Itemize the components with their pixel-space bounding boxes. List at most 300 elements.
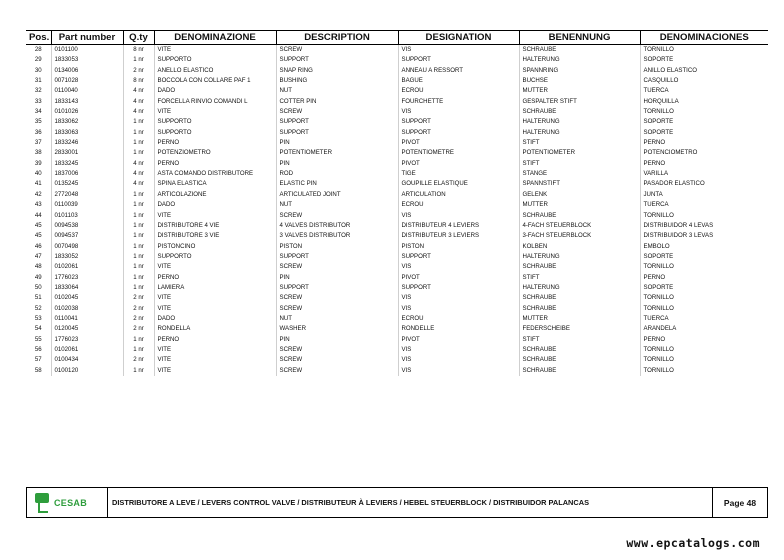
cell-part-number: 0071028 bbox=[51, 76, 123, 86]
cell-description: 3 VALVES DISTRIBUTOR bbox=[276, 231, 398, 241]
cell-denominazione: DISTRIBUTORE 4 VIE bbox=[154, 221, 276, 231]
cell-denominazione: DADO bbox=[154, 314, 276, 324]
table-row bbox=[26, 148, 768, 158]
cell-denominazione: VITE bbox=[154, 107, 276, 117]
table-row bbox=[26, 262, 768, 272]
cell-pos: 40 bbox=[34, 170, 42, 178]
cell-qty: 1 nr bbox=[123, 252, 154, 262]
parts-table bbox=[26, 30, 768, 376]
cell-denominazione: VITE bbox=[154, 45, 276, 56]
parts-table-body bbox=[26, 45, 768, 377]
cell-benennung: SCHRAUBE bbox=[519, 45, 640, 56]
cell-pos: 51 bbox=[34, 294, 42, 302]
cell-part-number: 1833062 bbox=[51, 117, 123, 127]
cell-description: PIN bbox=[276, 159, 398, 169]
cell-part-number: 0102061 bbox=[51, 262, 123, 272]
cell-qty: 1 nr bbox=[123, 221, 154, 231]
cell-designation: PISTON bbox=[398, 242, 519, 252]
cell-benennung: HALTERUNG bbox=[519, 55, 640, 65]
cell-description: SUPPORT bbox=[276, 55, 398, 65]
cell-denominazione: SUPPORTO bbox=[154, 117, 276, 127]
cell-pos: 38 bbox=[34, 149, 42, 157]
cell-benennung: HALTERUNG bbox=[519, 128, 640, 138]
cell-benennung: 4-FACH STEUERBLOCK bbox=[519, 221, 640, 231]
cell-benennung: KOLBEN bbox=[519, 242, 640, 252]
cell-denominaciones: TORNILLO bbox=[640, 45, 768, 56]
cell-designation: PIVOT bbox=[398, 159, 519, 169]
cell-pos: 55 bbox=[34, 335, 42, 343]
cell-pos: 45 bbox=[34, 232, 42, 240]
cell-qty: 2 nr bbox=[123, 324, 154, 334]
cell-qty: 8 nr bbox=[123, 76, 154, 86]
cell-qty: 1 nr bbox=[123, 273, 154, 283]
cell-designation: FOURCHETTE bbox=[398, 97, 519, 107]
cell-denominaciones: SOPORTE bbox=[640, 55, 768, 65]
cell-pos: 37 bbox=[34, 139, 42, 147]
cell-qty: 1 nr bbox=[123, 345, 154, 355]
cell-part-number: 0100120 bbox=[51, 366, 123, 376]
cell-denominaciones: PERNO bbox=[640, 335, 768, 345]
cell-qty: 4 nr bbox=[123, 159, 154, 169]
cell-benennung: STIFT bbox=[519, 159, 640, 169]
cell-qty: 1 nr bbox=[123, 242, 154, 252]
cell-pos: 34 bbox=[34, 108, 42, 116]
cell-benennung: STIFT bbox=[519, 273, 640, 283]
cell-pos: 57 bbox=[34, 356, 42, 364]
header-pos: Pos. bbox=[26, 31, 51, 45]
table-row bbox=[26, 190, 768, 200]
cell-benennung: GESPALTER STIFT bbox=[519, 97, 640, 107]
cell-part-number: 1833053 bbox=[51, 55, 123, 65]
cell-description: NUT bbox=[276, 314, 398, 324]
cell-benennung: GELENK bbox=[519, 190, 640, 200]
cell-designation: SUPPORT bbox=[398, 252, 519, 262]
cell-denominazione: DADO bbox=[154, 200, 276, 210]
cell-qty: 4 nr bbox=[123, 97, 154, 107]
cell-part-number: 0101103 bbox=[51, 211, 123, 221]
cell-denominaciones: PERNO bbox=[640, 273, 768, 283]
cell-description: SUPPORT bbox=[276, 128, 398, 138]
cell-designation: VIS bbox=[398, 45, 519, 56]
cell-designation: VIS bbox=[398, 345, 519, 355]
cell-designation: PIVOT bbox=[398, 335, 519, 345]
cell-part-number: 0100434 bbox=[51, 355, 123, 365]
table-row bbox=[26, 314, 768, 324]
table-row bbox=[26, 211, 768, 221]
table-row bbox=[26, 293, 768, 303]
cell-qty: 2 nr bbox=[123, 314, 154, 324]
cell-pos: 45 bbox=[34, 221, 42, 229]
cell-pos: 35 bbox=[34, 118, 42, 126]
cell-description: SCREW bbox=[276, 211, 398, 221]
cell-designation: SUPPORT bbox=[398, 283, 519, 293]
cell-part-number: 1837006 bbox=[51, 169, 123, 179]
cell-description: SCREW bbox=[276, 107, 398, 117]
cell-qty: 4 nr bbox=[123, 86, 154, 96]
cell-denominazione: PERNO bbox=[154, 273, 276, 283]
cell-pos: 43 bbox=[34, 201, 42, 209]
cell-pos: 48 bbox=[34, 263, 42, 271]
cell-qty: 1 nr bbox=[123, 335, 154, 345]
cell-description: ARTICULATED JOINT bbox=[276, 190, 398, 200]
cell-benennung: STIFT bbox=[519, 138, 640, 148]
cell-denominaciones: DISTRIBUIDOR 4 LEVAS bbox=[640, 221, 768, 231]
cell-qty: 1 nr bbox=[123, 366, 154, 376]
cell-benennung: SPANNRING bbox=[519, 66, 640, 76]
cell-denominaciones: TORNILLO bbox=[640, 107, 768, 117]
table-row bbox=[26, 345, 768, 355]
cell-qty: 1 nr bbox=[123, 200, 154, 210]
cesab-logo-mark bbox=[38, 503, 48, 513]
cell-designation: SUPPORT bbox=[398, 55, 519, 65]
table-row bbox=[26, 366, 768, 376]
cell-pos: 56 bbox=[34, 345, 42, 353]
cell-description: SUPPORT bbox=[276, 252, 398, 262]
cell-denominaciones: TUERCA bbox=[640, 314, 768, 324]
cell-designation: VIS bbox=[398, 262, 519, 272]
cell-denominazione: ARTICOLAZIONE bbox=[154, 190, 276, 200]
cell-part-number: 0102038 bbox=[51, 304, 123, 314]
table-row bbox=[26, 304, 768, 314]
table-row bbox=[26, 221, 768, 231]
cell-qty: 1 nr bbox=[123, 128, 154, 138]
cell-part-number: 2772048 bbox=[51, 190, 123, 200]
cell-part-number: 0134006 bbox=[51, 66, 123, 76]
cell-part-number: 1833064 bbox=[51, 283, 123, 293]
cell-description: PIN bbox=[276, 138, 398, 148]
cell-denominazione: DADO bbox=[154, 86, 276, 96]
table-row bbox=[26, 55, 768, 65]
cell-description: SCREW bbox=[276, 293, 398, 303]
cell-pos: 52 bbox=[34, 304, 42, 312]
cell-pos: 53 bbox=[34, 314, 42, 322]
cell-qty: 2 nr bbox=[123, 66, 154, 76]
cell-part-number: 2833001 bbox=[51, 148, 123, 158]
cell-description: SUPPORT bbox=[276, 283, 398, 293]
table-row bbox=[26, 179, 768, 189]
header-denominazione: DENOMINAZIONE bbox=[154, 31, 276, 45]
cell-part-number: 0101100 bbox=[51, 45, 123, 56]
cell-qty: 2 nr bbox=[123, 304, 154, 314]
cell-benennung: 3-FACH STEUERBLOCK bbox=[519, 231, 640, 241]
table-row bbox=[26, 335, 768, 345]
cell-part-number: 0110039 bbox=[51, 200, 123, 210]
cell-denominazione: POTENZIOMETRO bbox=[154, 148, 276, 158]
cell-denominaciones: DISTRIBUIDOR 3 LEVAS bbox=[640, 231, 768, 241]
cell-benennung: HALTERUNG bbox=[519, 283, 640, 293]
table-row bbox=[26, 45, 768, 56]
cell-denominaciones: SOPORTE bbox=[640, 252, 768, 262]
cell-benennung: STANGE bbox=[519, 169, 640, 179]
cell-pos: 46 bbox=[34, 242, 42, 250]
cell-denominazione: VITE bbox=[154, 355, 276, 365]
header-description: DESCRIPTION bbox=[276, 31, 398, 45]
cell-denominaciones: VARILLA bbox=[640, 169, 768, 179]
table-row bbox=[26, 169, 768, 179]
cell-denominazione: VITE bbox=[154, 366, 276, 376]
table-row bbox=[26, 128, 768, 138]
cell-part-number: 1833245 bbox=[51, 159, 123, 169]
table-row bbox=[26, 97, 768, 107]
cell-designation: ANNEAU A RESSORT bbox=[398, 66, 519, 76]
cell-qty: 1 nr bbox=[123, 117, 154, 127]
cell-benennung: HALTERUNG bbox=[519, 252, 640, 262]
cell-designation: RONDELLE bbox=[398, 324, 519, 334]
cell-description: SCREW bbox=[276, 45, 398, 56]
cell-part-number: 0102045 bbox=[51, 293, 123, 303]
cell-denominaciones: ARANDELA bbox=[640, 324, 768, 334]
cell-denominazione: ASTA COMANDO DISTRIBUTORE bbox=[154, 169, 276, 179]
cell-description: SCREW bbox=[276, 366, 398, 376]
cell-denominazione: RONDELLA bbox=[154, 324, 276, 334]
table-row bbox=[26, 242, 768, 252]
cell-description: SNAP RING bbox=[276, 66, 398, 76]
cell-denominazione: VITE bbox=[154, 211, 276, 221]
cell-denominazione: LAMIERA bbox=[154, 283, 276, 293]
cell-designation: VIS bbox=[398, 366, 519, 376]
cell-description: PIN bbox=[276, 335, 398, 345]
cell-pos: 28 bbox=[34, 46, 42, 53]
cell-designation: DISTRIBUTEUR 3 LEVIERS bbox=[398, 231, 519, 241]
cell-designation: PIVOT bbox=[398, 273, 519, 283]
cell-part-number: 0110040 bbox=[51, 86, 123, 96]
cell-part-number: 0135245 bbox=[51, 179, 123, 189]
cell-pos: 41 bbox=[34, 180, 42, 188]
cell-qty: 1 nr bbox=[123, 55, 154, 65]
cell-denominazione: DISTRIBUTORE 3 VIE bbox=[154, 231, 276, 241]
cell-designation: BAGUE bbox=[398, 76, 519, 86]
cell-qty: 2 nr bbox=[123, 293, 154, 303]
cell-designation: GOUPILLE ELASTIQUE bbox=[398, 179, 519, 189]
cell-description: PISTON bbox=[276, 242, 398, 252]
cell-designation: SUPPORT bbox=[398, 117, 519, 127]
cell-description: BUSHING bbox=[276, 76, 398, 86]
table-row bbox=[26, 252, 768, 262]
cell-denominazione: PERNO bbox=[154, 159, 276, 169]
cell-pos: 58 bbox=[34, 366, 42, 374]
cell-pos: 47 bbox=[34, 252, 42, 260]
cell-benennung: SCHRAUBE bbox=[519, 355, 640, 365]
cell-benennung: POTENTIOMETER bbox=[519, 148, 640, 158]
header-designation: DESIGNATION bbox=[398, 31, 519, 45]
cell-qty: 1 nr bbox=[123, 190, 154, 200]
cell-designation: ECROU bbox=[398, 314, 519, 324]
cell-pos: 44 bbox=[34, 211, 42, 219]
cell-denominazione: PERNO bbox=[154, 335, 276, 345]
cell-designation: DISTRIBUTEUR 4 LEVIERS bbox=[398, 221, 519, 231]
cell-pos: 39 bbox=[34, 159, 42, 167]
table-row bbox=[26, 231, 768, 241]
cell-designation: ECROU bbox=[398, 200, 519, 210]
header-benennung: BENENNUNG bbox=[519, 31, 640, 45]
cell-part-number: 0070498 bbox=[51, 242, 123, 252]
cell-qty: 4 nr bbox=[123, 169, 154, 179]
cell-part-number: 1833143 bbox=[51, 97, 123, 107]
cell-denominaciones: TORNILLO bbox=[640, 355, 768, 365]
cell-denominazione: VITE bbox=[154, 304, 276, 314]
cell-benennung: MUTTER bbox=[519, 200, 640, 210]
cell-denominaciones: TORNILLO bbox=[640, 304, 768, 314]
table-row bbox=[26, 283, 768, 293]
cell-designation: POTENTIOMETRE bbox=[398, 148, 519, 158]
cell-denominazione: VITE bbox=[154, 345, 276, 355]
cell-designation: VIS bbox=[398, 293, 519, 303]
cell-description: ELASTIC PIN bbox=[276, 179, 398, 189]
cell-benennung: MUTTER bbox=[519, 86, 640, 96]
cell-denominazione: SUPPORTO bbox=[154, 55, 276, 65]
cell-denominazione: SUPPORTO bbox=[154, 252, 276, 262]
cell-denominazione: ANELLO ELASTICO bbox=[154, 66, 276, 76]
cell-benennung: SCHRAUBE bbox=[519, 107, 640, 117]
cell-pos: 36 bbox=[34, 128, 42, 136]
cell-denominaciones: SOPORTE bbox=[640, 283, 768, 293]
cell-denominazione: PISTONCINO bbox=[154, 242, 276, 252]
cell-denominaciones: ANILLO ELASTICO bbox=[640, 66, 768, 76]
cell-description: SCREW bbox=[276, 355, 398, 365]
cell-description: SCREW bbox=[276, 262, 398, 272]
watermark: www.epcatalogs.com bbox=[626, 536, 760, 550]
cell-benennung: SCHRAUBE bbox=[519, 211, 640, 221]
cell-qty: 4 nr bbox=[123, 107, 154, 117]
header-part-number: Part number bbox=[51, 31, 123, 45]
cell-designation: PIVOT bbox=[398, 138, 519, 148]
cell-pos: 54 bbox=[34, 325, 42, 333]
cell-pos: 49 bbox=[34, 273, 42, 281]
cell-description: NUT bbox=[276, 86, 398, 96]
cell-pos: 50 bbox=[34, 283, 42, 291]
cell-part-number: 0102061 bbox=[51, 345, 123, 355]
table-row bbox=[26, 159, 768, 169]
header-qty: Q.ty bbox=[123, 31, 154, 45]
cell-denominaciones: POTENCIOMETRO bbox=[640, 148, 768, 158]
cell-denominaciones: SOPORTE bbox=[640, 128, 768, 138]
cesab-logo-icon bbox=[35, 493, 49, 503]
cell-denominaciones: JUNTA bbox=[640, 190, 768, 200]
cell-designation: ARTICULATION bbox=[398, 190, 519, 200]
cell-denominazione: PERNO bbox=[154, 138, 276, 148]
cell-designation: VIS bbox=[398, 304, 519, 314]
table-row bbox=[26, 107, 768, 117]
cell-denominaciones: CASQUILLO bbox=[640, 76, 768, 86]
cell-part-number: 0120045 bbox=[51, 324, 123, 334]
cell-part-number: 0094538 bbox=[51, 221, 123, 231]
table-row bbox=[26, 117, 768, 127]
table-row bbox=[26, 324, 768, 334]
page-footer bbox=[26, 487, 768, 518]
table-header-row bbox=[26, 31, 768, 45]
table-row bbox=[26, 355, 768, 365]
cell-denominazione: BOCCOLA CON COLLARE PAF 1 bbox=[154, 76, 276, 86]
cell-qty: 2 nr bbox=[123, 355, 154, 365]
cell-denominaciones: TORNILLO bbox=[640, 345, 768, 355]
cell-part-number: 1833246 bbox=[51, 138, 123, 148]
cell-benennung: SCHRAUBE bbox=[519, 345, 640, 355]
cell-qty: 1 nr bbox=[123, 148, 154, 158]
cell-part-number: 1833063 bbox=[51, 128, 123, 138]
cell-denominazione: VITE bbox=[154, 262, 276, 272]
cell-qty: 8 nr bbox=[123, 45, 154, 56]
cell-pos: 33 bbox=[34, 97, 42, 105]
cell-benennung: BUCHSE bbox=[519, 76, 640, 86]
cell-benennung: FEDERSCHEIBE bbox=[519, 324, 640, 334]
cesab-logo bbox=[27, 488, 108, 517]
cell-denominaciones: PERNO bbox=[640, 159, 768, 169]
cell-part-number: 0101026 bbox=[51, 107, 123, 117]
cell-denominaciones: EMBOLO bbox=[640, 242, 768, 252]
cell-qty: 1 nr bbox=[123, 211, 154, 221]
cell-denominazione: VITE bbox=[154, 293, 276, 303]
cell-denominazione: FORCELLA RINVIO COMANDI L bbox=[154, 97, 276, 107]
cell-qty: 1 nr bbox=[123, 231, 154, 241]
cell-designation: SUPPORT bbox=[398, 128, 519, 138]
cell-denominaciones: TORNILLO bbox=[640, 262, 768, 272]
cell-description: POTENTIOMETER bbox=[276, 148, 398, 158]
cell-designation: TIGE bbox=[398, 169, 519, 179]
cell-qty: 1 nr bbox=[123, 138, 154, 148]
page-number: Page 48 bbox=[712, 488, 767, 517]
cell-description: NUT bbox=[276, 200, 398, 210]
cell-designation: VIS bbox=[398, 107, 519, 117]
cell-benennung: SCHRAUBE bbox=[519, 262, 640, 272]
cell-description: SCREW bbox=[276, 345, 398, 355]
cell-benennung: SPANNSTIFT bbox=[519, 179, 640, 189]
cell-denominazione: SUPPORTO bbox=[154, 128, 276, 138]
cell-part-number: 1776023 bbox=[51, 335, 123, 345]
cell-benennung: SCHRAUBE bbox=[519, 304, 640, 314]
cell-part-number: 0110041 bbox=[51, 314, 123, 324]
cell-benennung: STIFT bbox=[519, 335, 640, 345]
table-row bbox=[26, 76, 768, 86]
cell-pos: 32 bbox=[34, 87, 42, 95]
cell-benennung: HALTERUNG bbox=[519, 117, 640, 127]
cell-description: SCREW bbox=[276, 304, 398, 314]
cell-description: WASHER bbox=[276, 324, 398, 334]
cell-denominaciones: TORNILLO bbox=[640, 211, 768, 221]
cell-benennung: SCHRAUBE bbox=[519, 366, 640, 376]
table-row bbox=[26, 66, 768, 76]
cell-denominaciones: PASADOR ELASTICO bbox=[640, 179, 768, 189]
cell-part-number: 1776023 bbox=[51, 273, 123, 283]
header-denominaciones: DENOMINACIONES bbox=[640, 31, 768, 45]
cell-description: PIN bbox=[276, 273, 398, 283]
cell-denominaciones: PERNO bbox=[640, 138, 768, 148]
cell-denominaciones: TUERCA bbox=[640, 86, 768, 96]
table-row bbox=[26, 86, 768, 96]
cell-denominaciones: TUERCA bbox=[640, 200, 768, 210]
cell-denominaciones: TORNILLO bbox=[640, 293, 768, 303]
table-row bbox=[26, 200, 768, 210]
cell-pos: 30 bbox=[34, 66, 42, 74]
cell-qty: 1 nr bbox=[123, 283, 154, 293]
logo-text: CESAB bbox=[54, 498, 88, 508]
cell-part-number: 1833052 bbox=[51, 252, 123, 262]
cell-denominazione: SPINA ELASTICA bbox=[154, 179, 276, 189]
cell-description: ROD bbox=[276, 169, 398, 179]
cell-benennung: MUTTER bbox=[519, 314, 640, 324]
cell-designation: VIS bbox=[398, 355, 519, 365]
cell-part-number: 0094537 bbox=[51, 231, 123, 241]
cell-description: 4 VALVES DISTRIBUTOR bbox=[276, 221, 398, 231]
cell-designation: VIS bbox=[398, 211, 519, 221]
cell-description: COTTER PIN bbox=[276, 97, 398, 107]
cell-denominaciones: SOPORTE bbox=[640, 117, 768, 127]
cell-description: SUPPORT bbox=[276, 117, 398, 127]
cell-benennung: SCHRAUBE bbox=[519, 293, 640, 303]
cell-denominaciones: HORQUILLA bbox=[640, 97, 768, 107]
cell-designation: ECROU bbox=[398, 86, 519, 96]
cell-pos: 42 bbox=[34, 190, 42, 198]
cell-qty: 1 nr bbox=[123, 262, 154, 272]
